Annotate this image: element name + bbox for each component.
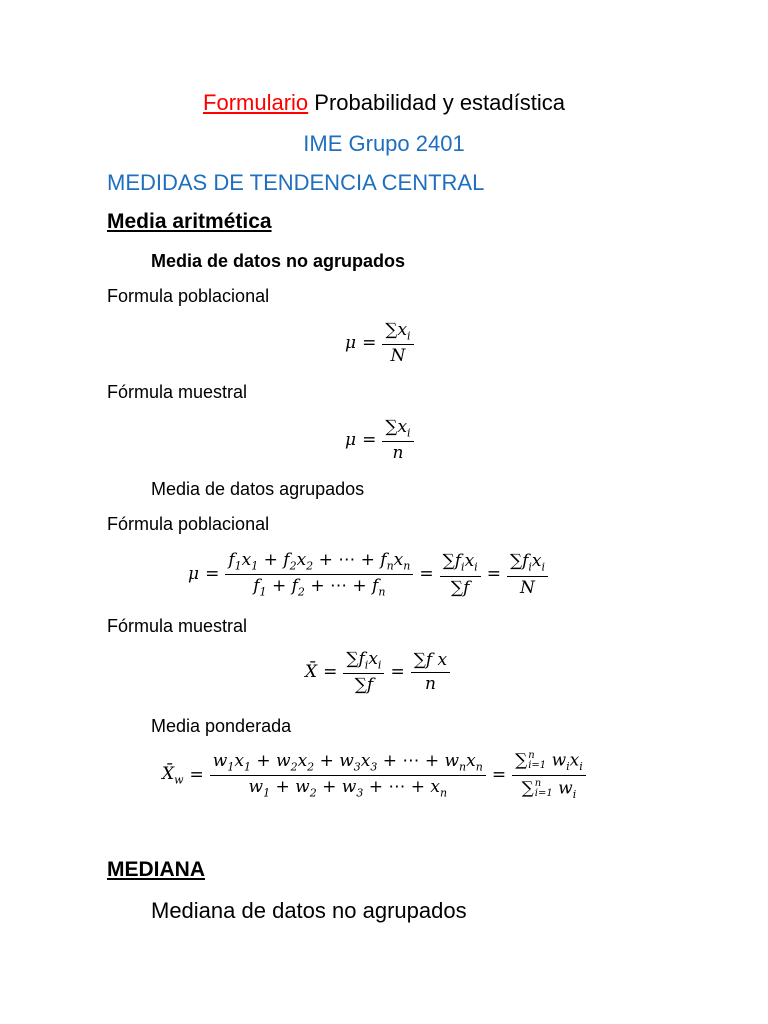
formula-weighted-mean: $X̄_w$ = $\frac{w_1x_1 + w_2x_2 + w_3x_3 + \cdots + w_nx_n}{w_1 + w_2 + w_3 + \cdots + x_n}$ = ∑ n i=1 $w_ix_i$ ∑ n i=1 $w_i$ [162,751,586,800]
label-formula-muestral: Fórmula muestral [107,382,248,402]
heading-media-aritmetica: Media aritmética [107,210,272,233]
subheading-datos-no-agrupados: Media de datos no agrupados [151,251,406,271]
formula-mean-sample: μ = $\frac{\sum x_i}{n}$ [345,419,414,462]
heading-mediana: MEDIANA [107,858,205,881]
document-title [0,90,768,116]
subheading-datos-agrupados: Media de datos agrupados [151,479,365,499]
title-text: Probabilidad y estadística [314,90,565,115]
subheading-media-ponderada: Media ponderada [151,716,292,736]
formula-grouped-mean-sample: X̄ = $\frac{\sum f_ix_i}{\sum f}$ = $\frac{\text{∑f x}}{n}$ [305,651,450,694]
section-heading-central: MEDIDAS DE TENDENCIA CENTRAL [107,170,485,195]
label-grouped-muestral: Fórmula muestral [107,616,248,636]
subheading-mediana-no-agrupados: Mediana de datos no agrupados [151,898,467,923]
label-grouped-poblacional: Fórmula poblacional [107,514,270,534]
formula-grouped-mean-population: μ = $\frac{f_1x_1 + f_2x_2 + \cdots + f_nx_n}{f_1 + f_2 + \cdots + f_n}$ = $\frac{\sum f_ix_i}{\sum f}$ = $\frac{\sum f_ix_i}{N}$ [188,552,548,598]
document-subtitle: IME Grupo 2401 [303,131,465,156]
title-highlight: Formulario [203,90,309,115]
label-formula-poblacional: Formula poblacional [107,286,270,306]
formula-mean-population: μ = $\frac{\sum x_i}{N}$ [345,322,414,365]
